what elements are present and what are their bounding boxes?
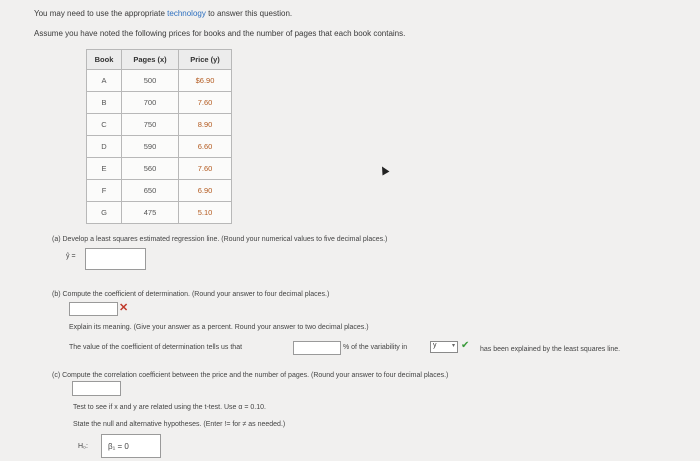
column-header-price: Price (y) [179,50,232,70]
null-hypothesis-label: H₀: [78,443,88,450]
part-a-question: (a) Develop a least squares estimated regression line. (Round your numerical values to five decimal places.) [52,236,388,243]
book-data-table [86,49,232,224]
t-test-instruction: Test to see if x and y are related using the t-test. Use α = 0.10. [73,404,266,411]
table-row [87,180,232,202]
cell-price: 6.90 [179,180,232,202]
coefficient-of-determination-input[interactable] [69,302,118,316]
cell-pages: 560 [122,158,179,180]
explain-instruction: Explain its meaning. (Give your answer as a percent. Round your answer to two decimal places.) [69,324,369,331]
table-row [87,114,232,136]
cell-price: 5.10 [179,202,232,224]
column-header-book: Book [87,50,122,70]
cell-pages: 750 [122,114,179,136]
cell-pages: 500 [122,70,179,92]
cell-price: $6.90 [179,70,232,92]
table-row [87,202,232,224]
table-row [87,158,232,180]
x-mark-icon: ✕ [119,302,129,314]
cell-book: B [87,92,122,114]
cell-pages: 475 [122,202,179,224]
table-row [87,92,232,114]
check-icon: ✔ [461,340,470,351]
correlation-coefficient-input[interactable] [72,381,121,396]
percent-variability-input[interactable] [293,341,341,355]
variable-select-value: y [433,342,437,349]
cell-price: 7.60 [179,92,232,114]
cell-book: C [87,114,122,136]
variable-select[interactable] [430,341,458,353]
part-c-question: (c) Compute the correlation coefficient between the price and the number of pages. (Round your answer to four decimal places.) [52,372,449,379]
technology-link[interactable]: technology [167,9,206,18]
cell-pages: 590 [122,136,179,158]
cell-pages: 650 [122,180,179,202]
cell-book: D [87,136,122,158]
hypotheses-instruction: State the null and alternative hypotheses. (Enter != for ≠ as needed.) [73,421,286,428]
mouse-cursor-icon [379,165,390,176]
column-header-pages: Pages (x) [122,50,179,70]
part-b-question: (b) Compute the coefficient of determination. (Round your answer to four decimal places.) [52,291,330,298]
table-row [87,136,232,158]
cell-price: 7.60 [179,158,232,180]
cell-price: 8.90 [179,114,232,136]
y-hat-label: ŷ = [66,253,76,260]
table-row [87,70,232,92]
instruction-line: You may need to use the appropriate technology to answer this question. [34,9,293,18]
cell-book: F [87,180,122,202]
cell-price: 6.60 [179,136,232,158]
chevron-down-icon: ▾ [451,343,455,349]
table-header-row [87,50,232,70]
problem-statement: Assume you have noted the following prices for books and the number of pages that each book contains. [34,29,406,38]
explain-sentence-prefix: The value of the coefficient of determination tells us that [69,344,243,351]
regression-line-input[interactable] [85,248,146,270]
null-hypothesis-input[interactable]: β₁ = 0 [101,434,161,458]
cell-book: A [87,70,122,92]
cell-pages: 700 [122,92,179,114]
cell-book: G [87,202,122,224]
cell-book: E [87,158,122,180]
explain-sentence-suffix: has been explained by the least squares line. [480,346,621,353]
explain-sentence-mid: % of the variability in [343,344,408,351]
